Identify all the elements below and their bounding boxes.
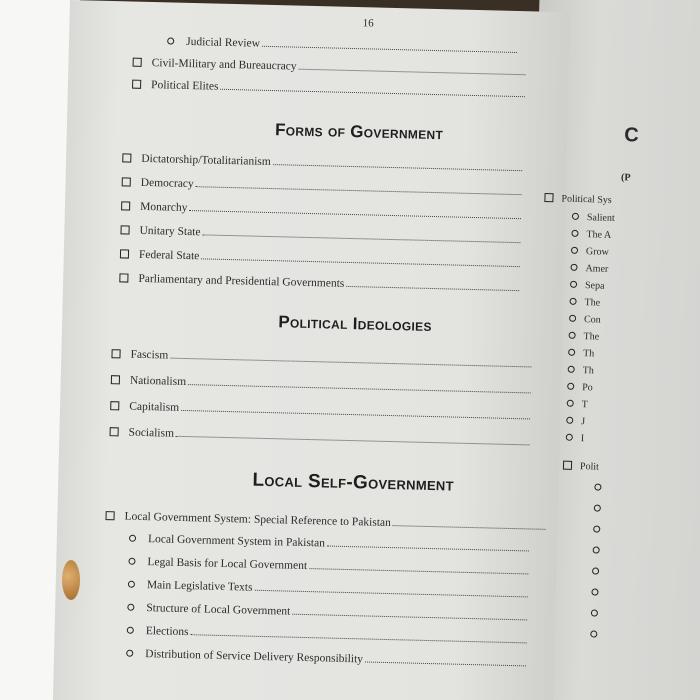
circle-bullet-icon [591, 609, 598, 616]
circle-bullet-icon [571, 229, 578, 236]
list-item: Grow [571, 246, 609, 258]
circle-bullet-icon [569, 331, 576, 338]
circle-bullet-icon [566, 416, 573, 423]
list-item: Th [568, 348, 594, 360]
circle-bullet-icon [128, 558, 135, 565]
list-item: Local Government System in Pakistan [129, 529, 529, 555]
circle-bullet-icon [572, 212, 579, 219]
list-item: J [566, 416, 585, 428]
checkbox-bullet-icon [132, 80, 141, 89]
list-item: Sepa [570, 280, 605, 292]
checkbox-bullet-icon [111, 375, 120, 384]
page-number: 16 [362, 17, 374, 30]
list-item: Amer [570, 263, 608, 275]
list-item: Local Government System: Special Reference to Pakistan [105, 506, 545, 533]
list-item: Th [568, 365, 594, 377]
circle-bullet-icon [167, 37, 174, 44]
checkbox-bullet-icon [110, 401, 119, 410]
section-heading: C [623, 124, 640, 147]
list-item [592, 546, 611, 557]
list-item [593, 525, 612, 536]
list-item: Civil-Military and Bureaucracy [133, 53, 526, 79]
list-item [594, 504, 613, 515]
checkbox-bullet-icon [121, 201, 130, 210]
circle-bullet-icon [568, 365, 575, 372]
list-item: Main Legislative Texts [128, 575, 528, 601]
list-item [591, 588, 610, 599]
circle-bullet-icon [592, 567, 599, 574]
list-item: Monarchy [121, 196, 521, 222]
checkbox-bullet-icon [133, 58, 142, 67]
circle-bullet-icon [126, 650, 133, 657]
list-item [592, 567, 611, 578]
list-item: Parliamentary and Presidential Governments [119, 268, 519, 294]
list-item: Nationalism [111, 370, 531, 396]
circle-bullet-icon [593, 546, 600, 553]
list-item: Po [567, 382, 593, 394]
list-item: Judicial Review [167, 31, 517, 56]
list-item: Federal State [120, 244, 520, 270]
section-heading: Local Self-Government [252, 469, 455, 496]
list-item: Political Elites [132, 75, 525, 101]
list-item: Democracy [122, 172, 522, 198]
list-item: T [567, 399, 588, 411]
checkbox-bullet-icon [122, 153, 131, 162]
checkbox-bullet-icon [544, 193, 553, 202]
circle-bullet-icon [566, 433, 573, 440]
list-item: Salient [572, 212, 615, 224]
list-item [591, 609, 610, 620]
circle-bullet-icon [129, 535, 136, 542]
circle-bullet-icon [594, 483, 601, 490]
circle-bullet-icon [591, 588, 598, 595]
checkbox-bullet-icon [110, 427, 119, 436]
checkbox-bullet-icon [119, 273, 128, 282]
circle-bullet-icon [570, 297, 577, 304]
list-item: The [568, 331, 599, 343]
checkbox-bullet-icon [122, 177, 131, 186]
list-item: The A [571, 229, 611, 241]
list-item: Dictatorship/Totalitarianism [122, 148, 522, 174]
list-item: Polit [563, 461, 599, 473]
list-item [590, 630, 609, 641]
list-item: I [566, 433, 585, 445]
list-item: Capitalism [110, 396, 530, 422]
checkbox-bullet-icon [563, 461, 572, 470]
circle-bullet-icon [593, 525, 600, 532]
list-item: Con [569, 314, 601, 326]
list-item: Fascism [111, 344, 531, 370]
circle-bullet-icon [570, 263, 577, 270]
circle-bullet-icon [594, 504, 601, 511]
circle-bullet-icon [571, 246, 578, 253]
circle-bullet-icon [569, 314, 576, 321]
circle-bullet-icon [127, 604, 134, 611]
checkbox-bullet-icon [105, 511, 114, 520]
list-item: Structure of Local Government [127, 598, 527, 624]
circle-bullet-icon [567, 382, 574, 389]
circle-bullet-icon [128, 581, 135, 588]
list-item [594, 483, 613, 494]
coin [62, 560, 80, 600]
list-item: Legal Basis for Local Government [128, 552, 528, 578]
list-item: Unitary State [120, 220, 520, 246]
circle-bullet-icon [570, 280, 577, 287]
list-item: Socialism [109, 422, 529, 448]
list-item: Political Sys [544, 193, 612, 206]
checkbox-bullet-icon [120, 225, 129, 234]
checkbox-bullet-icon [111, 349, 120, 358]
list-item: Distribution of Service Delivery Responsibility [126, 644, 526, 670]
circle-bullet-icon [127, 627, 134, 634]
section-heading: Political Ideologies [278, 312, 433, 336]
list-item: Elections [127, 621, 527, 647]
circle-bullet-icon [590, 630, 597, 637]
section-label: (P [620, 172, 631, 184]
circle-bullet-icon [567, 399, 574, 406]
checkbox-bullet-icon [120, 249, 129, 258]
list-item: The [569, 297, 600, 309]
circle-bullet-icon [568, 348, 575, 355]
section-heading: Forms of Government [274, 120, 444, 144]
